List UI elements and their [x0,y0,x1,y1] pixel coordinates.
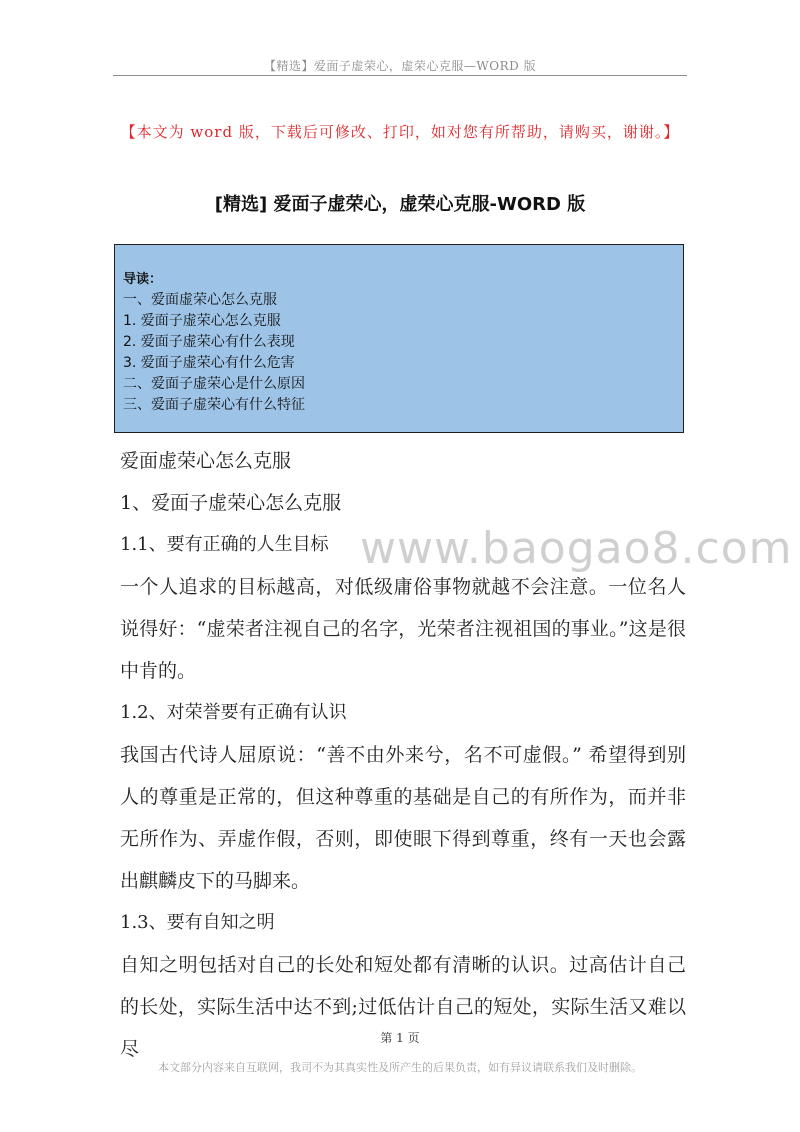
page-number: 第 1 页 [380,1031,420,1045]
point-heading: 1.2、对荣誉要有正确有认识 [120,702,347,723]
guide-box [114,244,684,433]
section-heading: 爱面虚荣心怎么克服 [120,450,292,472]
guide-item: 二、爱面子虚荣心是什么原因 [123,376,305,392]
footer-disclaimer: 本文部分内容来自互联网，我司不为其真实性及所产生的后果负责，如有异议请联系我们及时删除。 [158,1061,642,1074]
document-body [120,440,686,1070]
guide-heading: 导读： [123,272,163,287]
guide-item: 2. 爱面子虚荣心有什么表现 [123,334,295,350]
point-heading: 1.1、要有正确的人生目标 [120,534,329,555]
watermark: www.baogao8.com [360,523,793,574]
point-heading: 1.3、要有自知之明 [120,912,275,933]
purchase-notice: 【本文为 word 版，下载后可修改、打印，如对您有所帮助，请购买，谢谢。】 [120,123,680,141]
paragraph: 一个人追求的目标越高，对低级庸俗事物就越不会注意。一位名人说得好：“虚荣者注视自己的名字，光荣者注视祖国的事业。”这是很中肯的。 [120,576,686,682]
paragraph: 自知之明包括对自己的长处和短处都有清晰的认识。过高估计自己的长处，实际生活中达不到;过低估计自己的短处，实际生活又难以尽 [120,954,686,1060]
document-title: [精选] 爱面子虚荣心，虚荣心克服-WORD 版 [214,194,586,215]
subsection-heading: 1、爱面子虚荣心怎么克服 [120,492,342,514]
guide-item: 一、爱面虚荣心怎么克服 [123,292,277,308]
guide-item: 1. 爱面子虚荣心怎么克服 [123,313,281,329]
guide-item: 3. 爱面子虚荣心有什么危害 [123,355,295,371]
guide-item: 三、爱面子虚荣心有什么特征 [123,397,305,413]
paragraph: 我国古代诗人屈原说：“善不由外来兮，名不可虚假。” 希望得到别人的尊重是正常的，但这种尊重的基础是自己的有所作为，而并非无所作为、弄虚作假，否则，即使眼下得到尊重，终有一天也会露出麒麟皮下的马脚来。 [120,744,686,892]
page-header: 【精选】爱面子虚荣心，虚荣心克服—WORD 版 [263,59,537,73]
header-divider [113,75,687,76]
